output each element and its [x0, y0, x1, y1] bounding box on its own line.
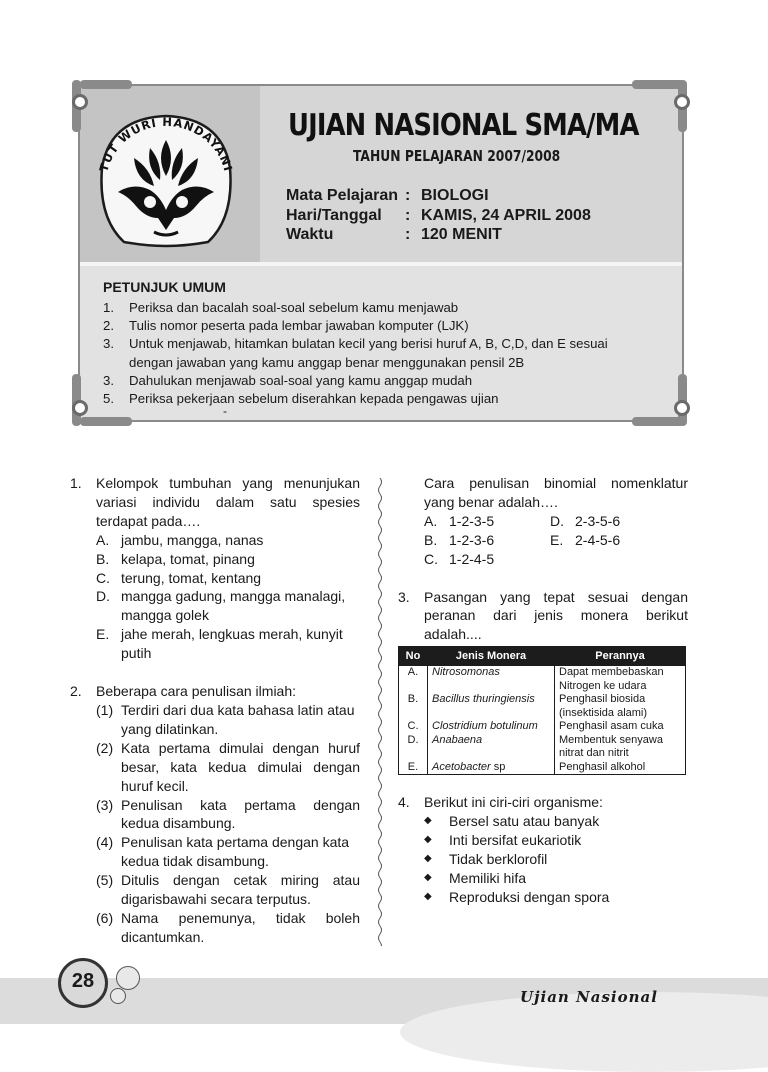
- instruction-item: [103, 390, 663, 408]
- info-row-time: [286, 225, 591, 245]
- academic-year: TAHUN PELAJARAN 2007/2008: [353, 147, 561, 165]
- monera-name: Clostridium botulinum: [428, 720, 555, 734]
- table-row: [399, 693, 686, 720]
- option-letter: D.: [96, 588, 110, 605]
- option-text: 2-4-5-6: [575, 531, 621, 548]
- option-letter: A.: [96, 531, 110, 548]
- option-text: terung, tomat, kentang: [121, 569, 262, 586]
- monera-role: Membentuk senyawa nitrat dan nitrit: [555, 734, 686, 761]
- corner-bar-tl-h: [80, 80, 132, 89]
- option-text: kelapa, tomat, pinang: [121, 550, 255, 567]
- corner-knob-tr: [674, 94, 690, 110]
- corner-knob-bl: [72, 400, 88, 416]
- trait-item: [424, 888, 688, 907]
- bullet-icon: ◆: [424, 852, 432, 864]
- info-row-date: [286, 206, 591, 226]
- option-letter: C.: [96, 569, 110, 586]
- option-letter: D.: [550, 512, 564, 529]
- tut-wuri-handayani-logo: [90, 106, 242, 252]
- question-stem-line: Cara penulisan binomial nomenklatur: [424, 475, 688, 491]
- option-text: 1-2-3-6: [449, 531, 495, 548]
- monera-role: Dapat membebaskan Nitrogen ke udara: [555, 666, 686, 694]
- row-number: E.: [399, 761, 428, 775]
- row-number: C.: [399, 720, 428, 734]
- info-key: Waktu: [286, 226, 334, 243]
- instruction-item: [103, 317, 663, 335]
- trait-text: Bersel satu atau banyak: [449, 813, 600, 830]
- statement-number: (4): [96, 834, 114, 851]
- statement-4: [96, 833, 360, 871]
- info-colon: :: [405, 206, 411, 224]
- info-row-subject: [286, 186, 591, 206]
- monera-role: Penghasil asam cuka: [555, 720, 686, 734]
- corner-bar-tr-h: [632, 80, 684, 89]
- header-separator: [80, 262, 682, 266]
- statement-text: Nama penemunya, tidak boleh dicantumkan.: [121, 909, 360, 945]
- instruction-text: Untuk menjawab, hitamkan bulatan kecil yang berisi huruf A, B, C,D, dan E sesuai dengan jawaban yang kamu anggap benar menggunakan pensil 2B: [129, 336, 608, 370]
- trait-text: Tidak berklorofil: [449, 850, 548, 867]
- monera-name: Anabaena: [428, 734, 555, 761]
- option-d: [550, 512, 620, 531]
- statement-number: (5): [96, 872, 114, 889]
- question-number: 4.: [398, 794, 410, 811]
- exam-info: [286, 186, 591, 245]
- option-text: 1-2-3-5: [449, 512, 495, 529]
- info-colon: :: [405, 187, 411, 204]
- instructions-list: [103, 299, 663, 408]
- info-key: Mata Pelajaran: [286, 187, 399, 204]
- decor-bubble-small: [110, 988, 126, 1004]
- statement-number: (6): [96, 909, 114, 926]
- info-value: BIOLOGI: [421, 187, 489, 204]
- option-text: 2-3-5-6: [575, 512, 621, 529]
- option-c: [96, 569, 360, 588]
- statement-number: (1): [96, 701, 114, 718]
- trait-item: [424, 850, 688, 869]
- statement-1: [96, 701, 360, 739]
- statement-number: (3): [96, 796, 114, 813]
- question-stem-line: variasi individu dalam satu spesies: [96, 493, 360, 510]
- question-3: [398, 588, 690, 645]
- monera-table: [398, 646, 686, 775]
- footer-label: Ujian Nasional: [520, 988, 658, 1006]
- column-header: Jenis Monera: [428, 647, 555, 666]
- table-row: [399, 761, 686, 775]
- trait-text: Inti bersifat eukariotik: [449, 832, 582, 849]
- question-stem: Beberapa cara penulisan ilmiah:: [96, 683, 297, 700]
- column-header: No: [399, 647, 428, 666]
- instruction-number: 2.: [103, 318, 114, 334]
- trait-text: Memiliki hifa: [449, 869, 527, 886]
- trait-item: [424, 831, 688, 850]
- statement-text: Terdiri dari dua kata bahasa latin atau yang dilatinkan.: [121, 701, 355, 737]
- statement-number: (2): [96, 739, 114, 756]
- option-letter: E.: [550, 531, 564, 548]
- option-a: [424, 512, 550, 531]
- bullet-icon: ◆: [424, 871, 432, 883]
- option-b: [96, 550, 360, 569]
- instruction-number: 5.: [103, 391, 114, 407]
- table-row: [399, 734, 686, 761]
- exam-title: UJIAN NASIONAL SMA/MA: [288, 108, 639, 143]
- statement-6: [96, 909, 360, 947]
- statement-text: Penulisan kata pertama dengan kedua disambung.: [121, 796, 360, 832]
- question-number: 2.: [70, 683, 82, 700]
- statement-text: Ditulis dengan cetak miring atau digarisbawahi secara terputus.: [121, 872, 360, 908]
- option-letter: A.: [424, 512, 438, 529]
- corner-knob-br: [674, 400, 690, 416]
- info-colon: :: [405, 226, 411, 243]
- logo-text: TUT WURI HANDAYANI: [96, 114, 236, 174]
- option-e: [550, 531, 620, 550]
- question-stem-line: Pasangan yang tepat sesuai dengan: [424, 588, 688, 605]
- option-e: [96, 625, 360, 663]
- trait-item: [424, 812, 688, 831]
- row-number: D.: [399, 734, 428, 761]
- instruction-text: Tulis nomor peserta pada lembar jawaban komputer (LJK): [129, 318, 469, 334]
- decor-bubble: [116, 966, 140, 990]
- statement-text: Penulisan kata pertama dengan kata kedua tidak disambung.: [121, 834, 350, 870]
- monera-suffix: sp: [490, 760, 506, 773]
- option-letter: B.: [96, 550, 110, 567]
- info-value: 120 MENIT: [421, 226, 502, 243]
- trait-text: Reproduksi dengan spora: [449, 888, 610, 905]
- option-row: [424, 531, 688, 550]
- left-column: [70, 474, 360, 947]
- question-4: [398, 793, 690, 906]
- option-text: jambu, mangga, nanas: [121, 531, 264, 548]
- option-text: 1-2-4-5: [449, 550, 495, 567]
- question-stem: Berikut ini ciri-ciri organisme:: [424, 794, 603, 811]
- table-header-row: [399, 647, 686, 666]
- monera-name: Bacillus thuringiensis: [428, 693, 555, 720]
- statement-text: Kata pertama dimulai dengan huruf besar, kata kedua dimulai dengan huruf kecil.: [121, 739, 360, 794]
- option-a: [96, 531, 360, 550]
- option-text: jahe merah, lengkuas merah, kunyit putih: [121, 626, 343, 662]
- option-letter: E.: [96, 626, 110, 643]
- corner-bar-bl-h: [80, 417, 132, 426]
- question-number: 3.: [398, 588, 410, 605]
- question-1: [70, 474, 360, 663]
- table-row: [399, 720, 686, 734]
- question-number: 1.: [70, 475, 82, 491]
- instruction-item: [103, 299, 663, 317]
- question-stem-line: peranan dari jenis monera berikut: [424, 607, 688, 624]
- question-stem-line: Kelompok tumbuhan yang menunjukan: [96, 475, 360, 491]
- instruction-item: [103, 372, 663, 390]
- info-value: KAMIS, 24 APRIL 2008: [421, 206, 591, 224]
- page-number: 28: [71, 970, 95, 992]
- option-b: [424, 531, 550, 550]
- option-letter: C.: [424, 550, 438, 567]
- corner-knob-tl: [72, 94, 88, 110]
- statement-3: [96, 796, 360, 834]
- column-divider: [377, 478, 383, 946]
- column-header: Perannya: [555, 647, 686, 666]
- statement-5: [96, 871, 360, 909]
- instruction-text: Periksa dan bacalah soal-soal sebelum kamu menjawab: [129, 300, 459, 315]
- instruction-number: 3.: [103, 372, 114, 388]
- stray-mark: -: [223, 404, 227, 418]
- instruction-number: 1.: [103, 300, 114, 315]
- option-text: mangga gadung, mangga manalagi, mangga golek: [121, 588, 346, 624]
- question-stem-line: yang benar adalah….: [424, 493, 558, 510]
- monera-role: Penghasil biosida (insektisida alami): [555, 693, 686, 720]
- bullet-icon: ◆: [424, 815, 432, 827]
- instruction-item: [103, 335, 663, 371]
- monera-name: [428, 761, 555, 775]
- right-column: [398, 474, 690, 907]
- instruction-text: Periksa pekerjaan sebelum diserahkan kepada pengawas ujian: [129, 391, 499, 407]
- instruction-text: Dahulukan menjawab soal-soal yang kamu anggap mudah: [129, 372, 473, 388]
- corner-bar-br-h: [632, 417, 684, 426]
- option-letter: B.: [424, 531, 438, 548]
- statement-2: [96, 739, 360, 796]
- table-row: [399, 666, 686, 694]
- option-c: [424, 550, 688, 569]
- option-d: [96, 587, 360, 625]
- monera-genus: Acetobacter: [432, 760, 491, 773]
- question-2-continuation: [424, 474, 688, 569]
- info-key: Hari/Tanggal: [286, 206, 382, 224]
- row-number: A.: [399, 666, 428, 694]
- bullet-icon: ◆: [424, 834, 432, 846]
- question-2: [70, 682, 360, 947]
- bullet-icon: ◆: [424, 890, 432, 902]
- instruction-number: 3.: [103, 336, 114, 352]
- monera-name: Nitrosomonas: [428, 666, 555, 694]
- monera-role: Penghasil alkohol: [555, 761, 686, 775]
- instructions-title: PETUNJUK UMUM: [103, 279, 226, 295]
- row-number: B.: [399, 693, 428, 720]
- question-stem-line: adalah....: [424, 626, 482, 643]
- option-row: [424, 512, 688, 531]
- trait-item: [424, 869, 688, 888]
- question-stem-line: terdapat pada….: [96, 512, 201, 529]
